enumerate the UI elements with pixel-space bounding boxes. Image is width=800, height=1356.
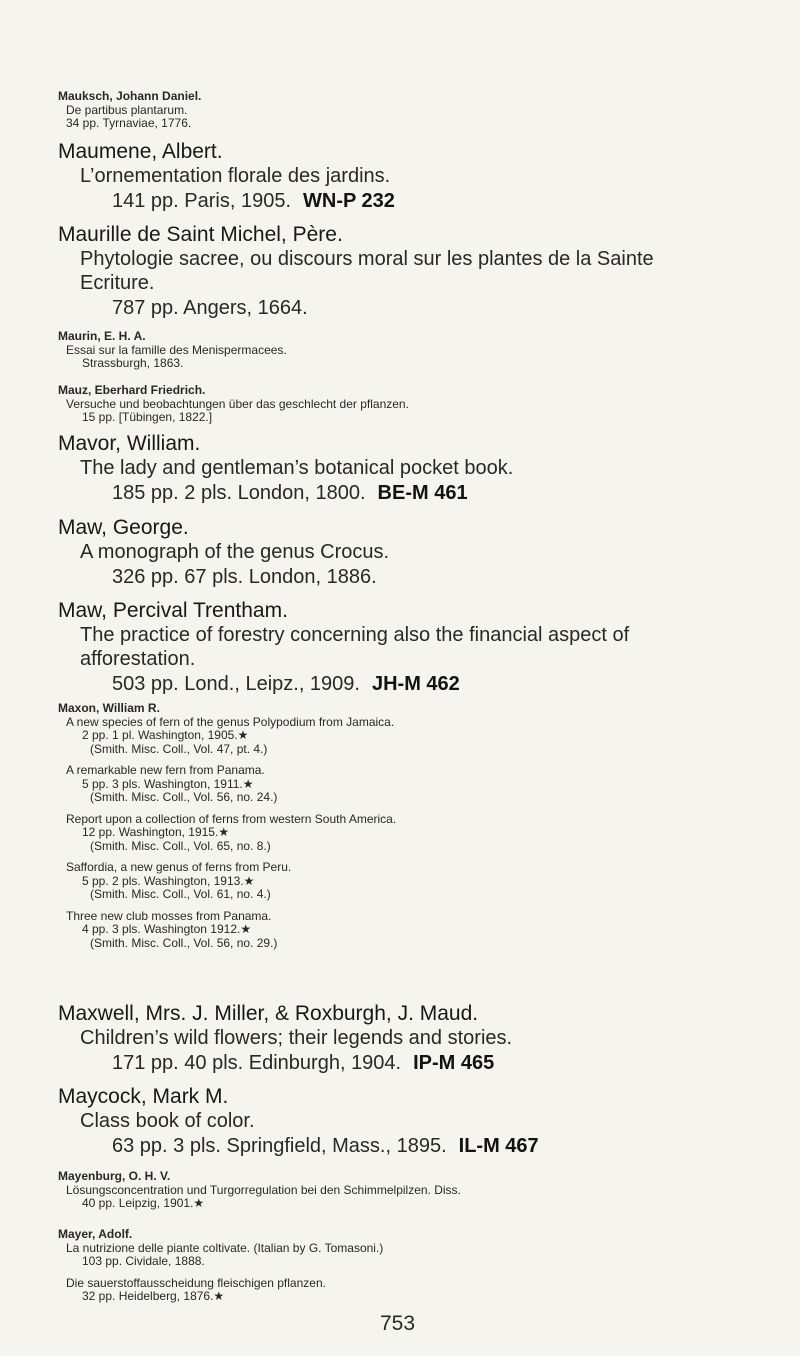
work-title: A remarkable new fern from Panama. [66,763,265,777]
entry-maurin [58,330,780,371]
author: Mauz, Eberhard Friedrich. [58,383,206,397]
work-publication: 103 pp. Cividale, 1888. [82,1254,205,1268]
work-series: (Smith. Misc. Coll., Vol. 56, no. 29.) [90,935,278,950]
entry-maycock [58,1084,780,1159]
work-title: Saffordia, a new genus of ferns from Peru. [66,860,292,874]
publication: 34 pp. Tyrnaviae, 1776. [66,116,192,130]
work-title: Three new club mosses from Panama. [66,908,272,923]
author: Maycock, Mark M. [58,1085,229,1108]
author: Mayenburg, O. H. V. [58,1169,171,1183]
work-series: (Smith. Misc. Coll., Vol. 61, no. 4.) [90,887,271,901]
publication-text: 185 pp. 2 pls. London, 1800. [112,482,366,504]
work-series: (Smith. Misc. Coll., Vol. 47, pt. 4.) [90,741,268,756]
publication: 40 pp. Leipzig, 1901.★ [82,1196,205,1210]
publication: 787 pp. Angers, 1664. [112,297,308,319]
author: Maurille de Saint Michel, Père. [58,223,343,246]
author: Mauksch, Johann Daniel. [58,89,202,103]
work-publication: 12 pp. Washington, 1915.★ [82,825,230,839]
work-title: Report upon a collection of ferns from western South America. [66,811,397,826]
title: De partibus plantarum. [66,102,188,117]
entry-maumene [58,139,780,214]
title-line-2: afforestation. [80,648,196,670]
work-publication: 4 pp. 3 pls. Washington 1912.★ [82,922,252,936]
title-line-1: The practice of forestry concerning also the financial aspect of [80,624,630,646]
author: Maw, George. [58,516,189,539]
call-number: IL-M 467 [458,1135,539,1157]
title: Essai sur la famille des Menispermacees. [66,342,287,357]
title: Children’s wild flowers; their legends and stories. [80,1027,513,1049]
publication [58,1133,780,1159]
publication [58,671,780,697]
author: Mavor, William. [58,432,201,455]
author: Maxwell, Mrs. J. Miller, & Roxburgh, J. Maud. [58,1002,479,1025]
work-title: La nutrizione delle piante coltivate. (Italian by G. Tomasoni.) [66,1240,384,1255]
entry-maurille [58,222,780,321]
entry-maxwell [58,1001,780,1076]
title: The lady and gentleman’s botanical pocket book. [80,457,514,479]
author: Mayer, Adolf. [58,1227,133,1241]
call-number: WN-P 232 [303,190,395,212]
work-publication: 5 pp. 3 pls. Washington, 1911.★ [82,776,254,791]
call-number: IP-M 465 [413,1052,495,1074]
work-publication: 32 pp. Heidelberg, 1876.★ [82,1289,225,1303]
work-series: (Smith. Misc. Coll., Vol. 65, no. 8.) [90,838,271,853]
entry-maw-percival [58,598,780,697]
title: Versuche und beobachtungen über das geschlecht der pflanzen. [66,396,409,411]
entry-mayenburg [58,1170,780,1211]
title-line-2: Ecriture. [80,272,155,294]
publication: 15 pp. [Tübingen, 1822.] [82,410,213,424]
title: A monograph of the genus Crocus. [80,541,390,563]
title-line-1: Phytologie sacree, ou discours moral sur les plantes de la Sainte [80,248,654,270]
publication-text: 141 pp. Paris, 1905. [112,190,292,212]
title: Lösungsconcentration und Turgorregulation bei den Schimmelpilzen. Diss. [66,1182,461,1197]
entry-maxon [58,702,780,950]
author: Maurin, E. H. A. [58,329,146,343]
publication: Strassburgh, 1863. [82,356,184,370]
publication [58,188,780,214]
work-title: Die sauerstoffausscheidung fleischigen pflanzen. [66,1275,326,1290]
publication [58,1050,780,1076]
work-title: A new species of fern of the genus Polypodium from Jamaica. [66,714,395,729]
entry-maw-george [58,515,780,590]
publication-text: 171 pp. 40 pls. Edinburgh, 1904. [112,1052,402,1074]
work-publication: 5 pp. 2 pls. Washington, 1913.★ [82,873,255,888]
author: Maumene, Albert. [58,140,223,163]
publication: 326 pp. 67 pls. London, 1886. [112,566,377,588]
publication-text: 63 pp. 3 pls. Springfield, Mass., 1895. [112,1135,447,1157]
title: L’ornementation florale des jardins. [80,165,391,187]
author: Maxon, William R. [58,701,160,715]
entry-mavor [58,431,780,506]
entry-mauz [58,384,780,425]
entry-mayer [58,1228,780,1304]
call-number: JH-M 462 [371,673,460,695]
title: Class book of color. [80,1110,255,1132]
work-publication: 2 pp. 1 pl. Washington, 1905.★ [82,728,249,742]
author: Maw, Percival Trentham. [58,599,288,622]
call-number: BE-M 461 [377,482,468,504]
work-series: (Smith. Misc. Coll., Vol. 56, no. 24.) [90,790,278,804]
publication [58,480,780,506]
page-number: 753 [380,1312,416,1335]
entry-mauksch [58,90,780,131]
publication-text: 503 pp. Lond., Leipz., 1909. [112,673,360,695]
